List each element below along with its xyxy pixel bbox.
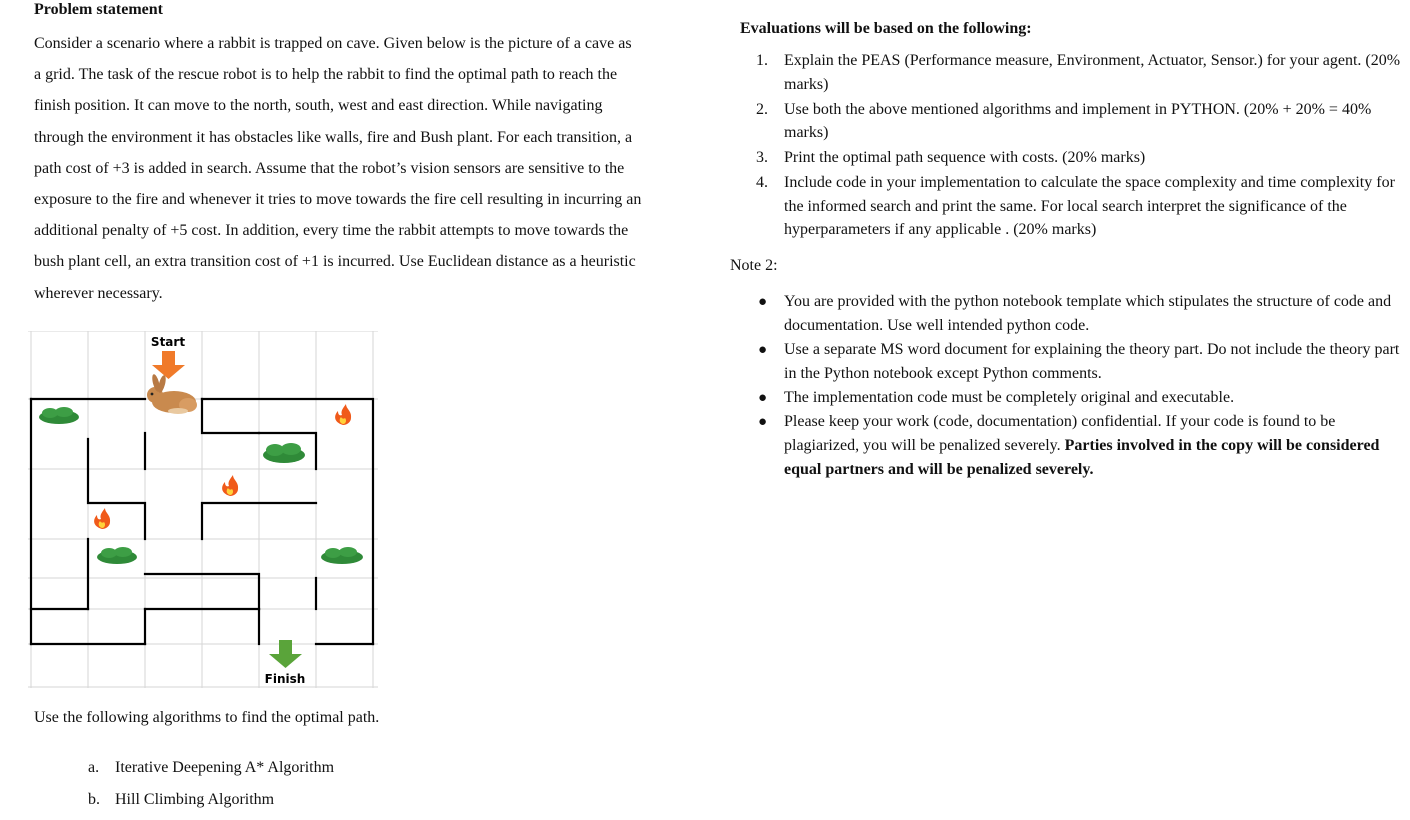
list-item [752,98,1404,145]
bullet-icon: ● [758,414,768,430]
list-number: 4. [756,174,768,191]
bush-icon [39,407,79,424]
evaluation-list [752,49,1404,243]
list-text: Use a separate MS word document for explaining the theory part. Do not include the theory part in the Python notebook except Python comments. [784,341,1400,382]
list-item [752,49,1404,96]
wall [202,399,259,433]
cave-maze-figure [28,331,378,688]
bush-icon [263,443,305,463]
emphasis-text: Parties involved in the copy will be considered equal partners and will be penalized severely. [784,437,1380,478]
bush-icon [321,547,363,564]
list-text: Include code in your implementation to calculate the space complexity and time complexity for the informed search and print the same. For local search interpret the significance of the hyperparameters if any applicable . (20% marks) [784,174,1395,238]
bush-icon [97,547,137,564]
problem-line: a grid. The task of the rescue robot is to help the rabbit to find the optimal path to reach the [34,66,618,84]
rabbit-icon [147,374,197,414]
fire-icon [222,475,238,496]
bullet-icon: ● [758,390,768,406]
algorithms-intro: Use the following algorithms to find the optimal path. [34,709,380,726]
list-text: Print the optimal path sequence with costs. (20% marks) [784,149,1146,166]
list-item [88,784,334,816]
problem-line: Consider a scenario where a rabbit is trapped on cave. Given below is the picture of a cave as [34,35,632,52]
problem-line: through the environment it has obstacles like walls, fire and Bush plant. For each transition, a [34,128,633,146]
start-arrow-down-icon [152,351,185,379]
problem-statement-heading: Problem statement [34,1,163,18]
problem-line: wherever necessary. [34,284,163,302]
evaluation-heading: Evaluations will be based on the following: [740,20,1032,37]
list-marker: a. [88,759,100,776]
problem-line: exposure to the fire and whenever it tries to move towards the fire cell resulting in incurring an [34,191,642,209]
wall [202,399,373,644]
fire-icon [94,508,110,529]
list-item [752,386,1407,410]
algorithms-list [88,752,334,816]
list-text: You are provided with the python notebook template which stipulates the structure of code and documentation. Use well intended python code. [784,293,1392,334]
list-text: The implementation code must be completely original and executable. [784,389,1235,406]
start-label: Start [150,335,186,349]
list-number: 1. [756,52,768,69]
problem-line: bush plant cell, an extra transition cost of +1 is incurred. Use Euclidean distance as a heuristic [34,253,636,271]
algorithm-name: Iterative Deepening A* Algorithm [115,759,335,776]
problem-line: path cost of +3 is added in search. Assume that the robot’s vision sensors are sensitive to the [34,159,625,177]
problem-paragraph [34,28,710,309]
list-number: 2. [756,100,768,118]
list-item [88,752,334,784]
list-text: Use both the above mentioned algorithms and implement in PYTHON. (20% + 20% = 40% marks) [784,100,1372,141]
algorithm-name: Hill Climbing Algorithm [115,791,275,808]
problem-line: additional penalty of +5 cost. In addition, every time the rabbit attempts to move towards the [34,222,629,240]
list-item [752,410,1407,482]
list-text: Explain the PEAS (Performance measure, Environment, Actuator, Sensor.) for your agent. (20% marks) [784,52,1401,93]
list-item [752,338,1407,386]
list-item [752,290,1407,338]
list-text: Please keep your work (code, documentation) confidential. If your code is found to be plagiarized, you will be penalized severely. [784,413,1336,454]
bullet-icon: ● [758,294,768,310]
list-number: 3. [756,149,768,166]
list-marker: b. [88,791,100,808]
problem-line: finish position. It can move to the north, south, west and east direction. While navigating [34,97,603,115]
finish-label: Finish [264,672,306,686]
list-item [752,146,1404,170]
fire-icon [335,404,351,425]
note-heading: Note 2: [730,257,778,274]
notes-list [752,290,1407,482]
list-item [752,171,1404,242]
bullet-icon: ● [758,342,768,358]
